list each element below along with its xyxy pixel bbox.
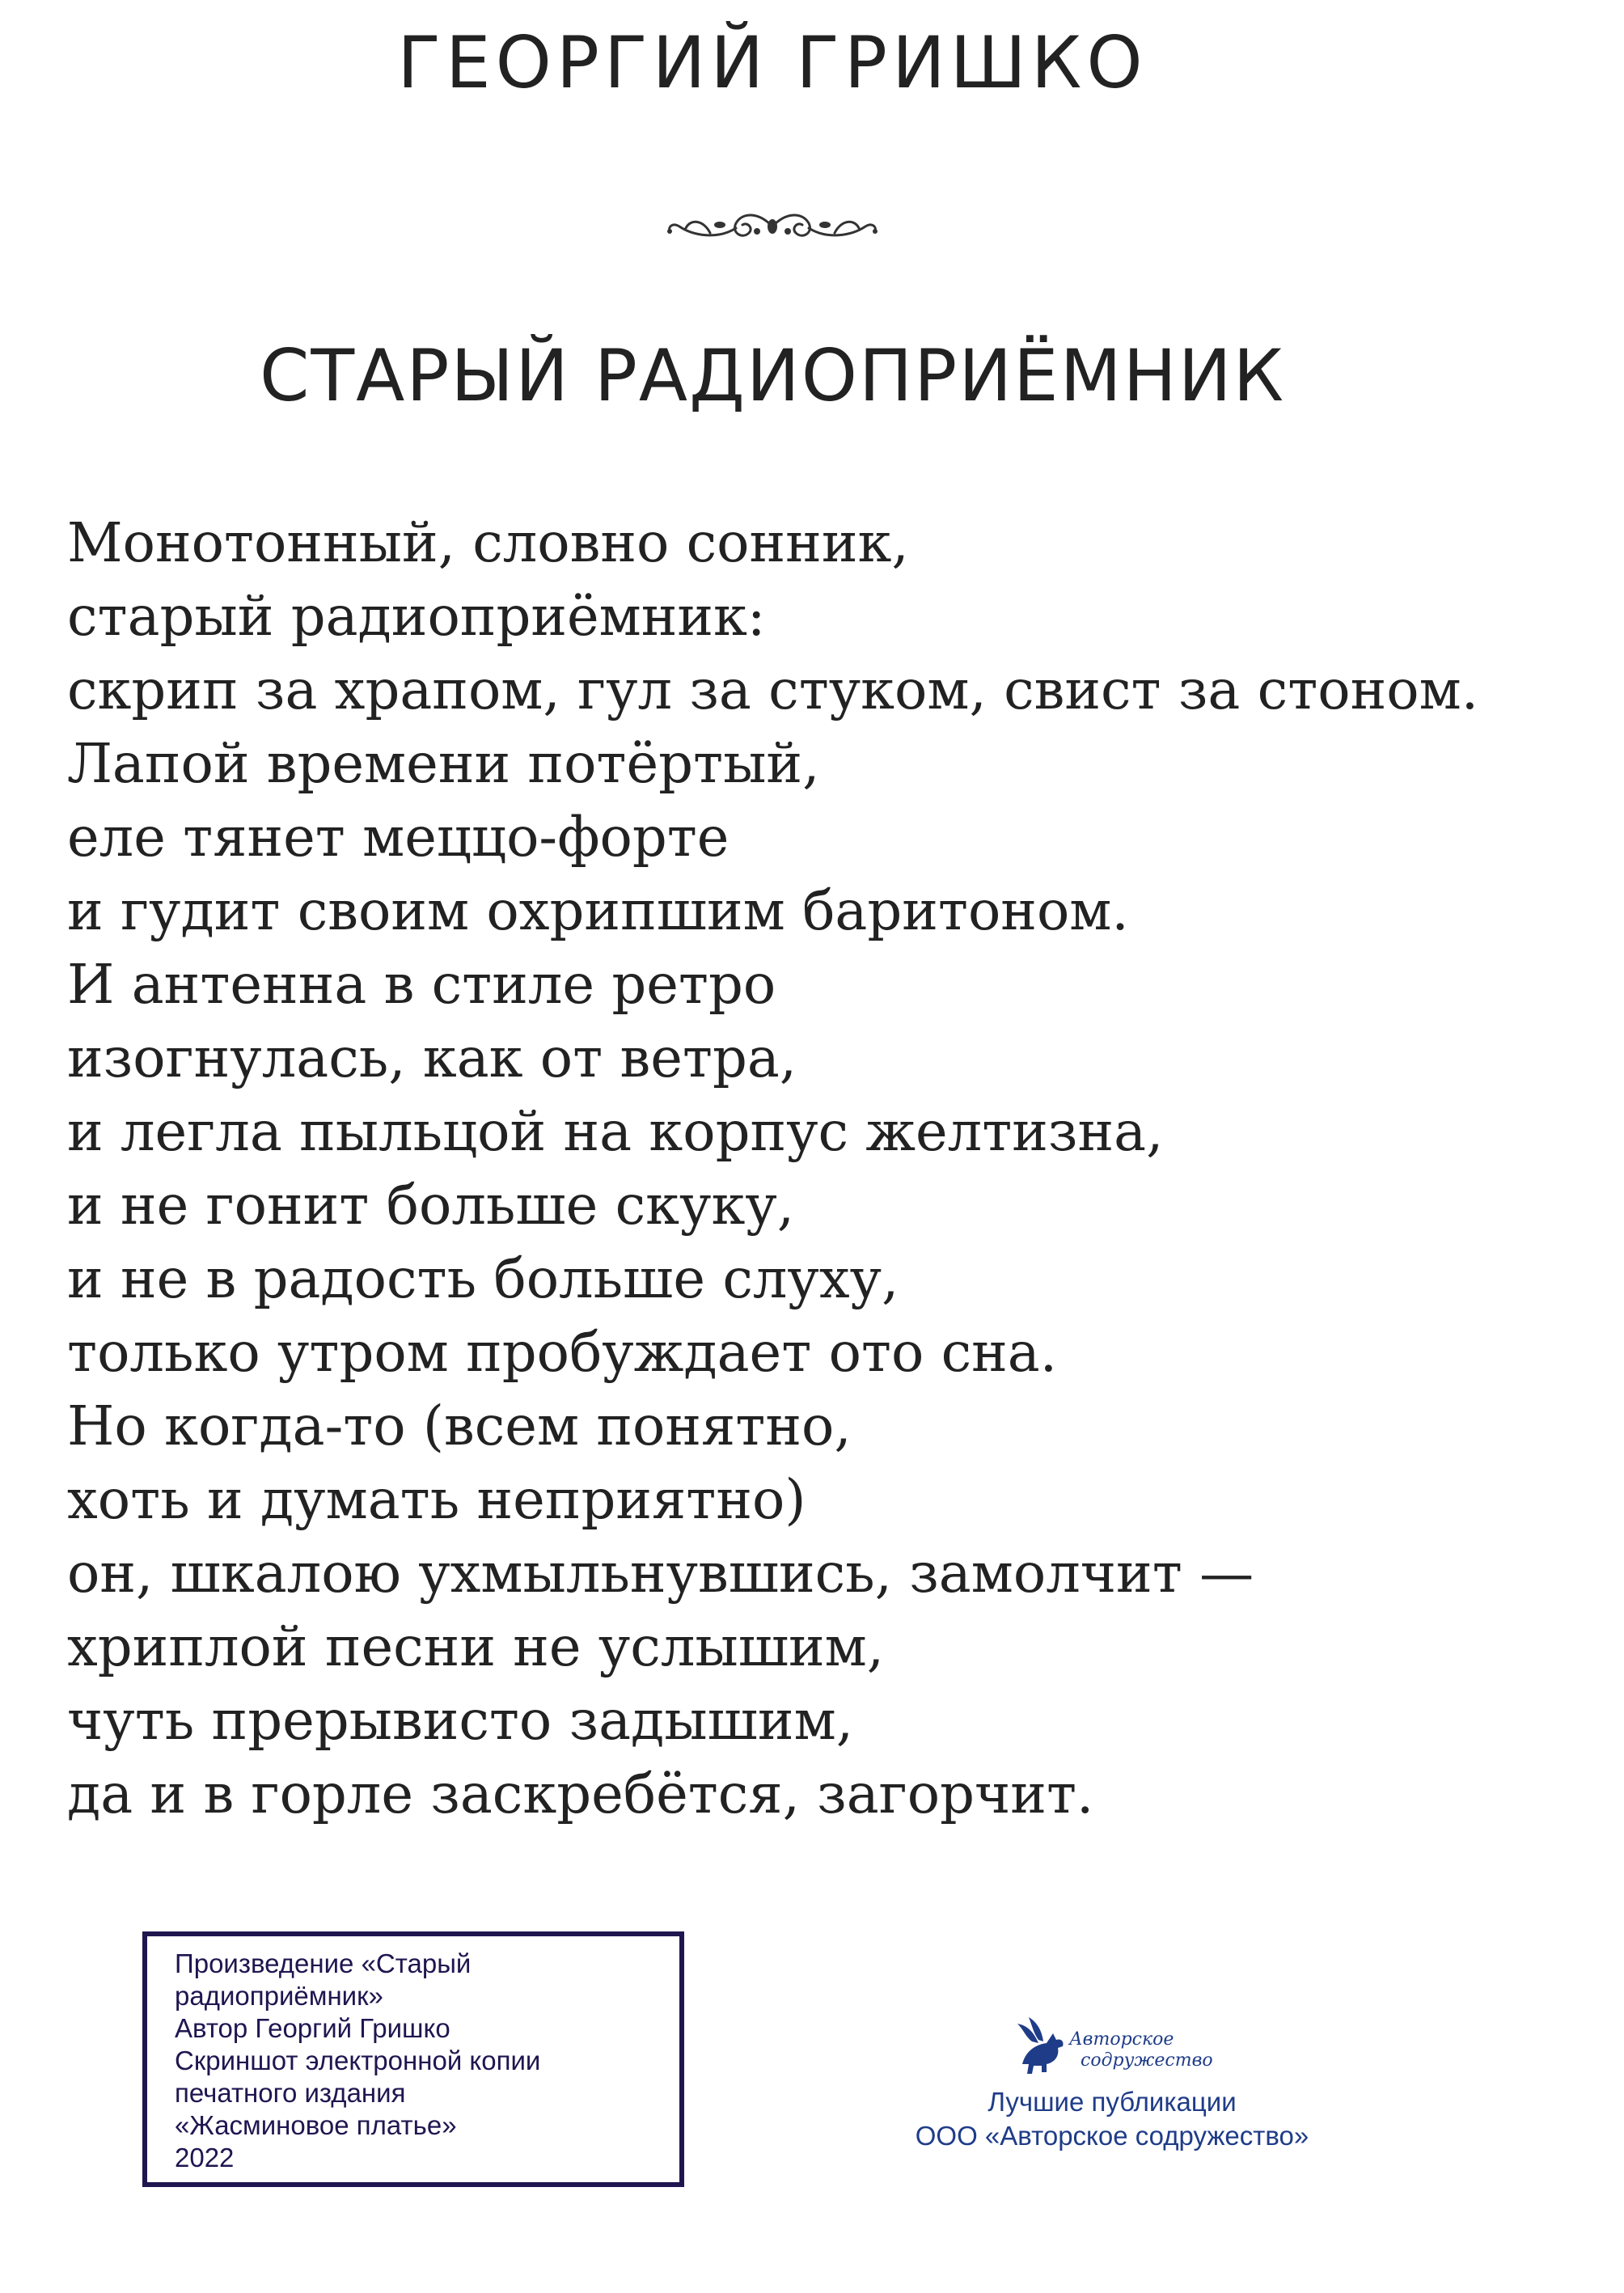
poem-line: хоть и думать неприятно) bbox=[67, 1468, 806, 1531]
poem-line: Монотонный, словно сонник, bbox=[67, 511, 909, 574]
publisher-name: ООО «Авторское содружество» bbox=[915, 2121, 1309, 2151]
poem-line: Лапой времени потёртый, bbox=[67, 732, 820, 795]
info-line: радиоприёмник» bbox=[175, 1981, 383, 2011]
poem-line: И антенна в стиле ретро bbox=[67, 953, 776, 1016]
publisher-tagline: Лучшие публикации bbox=[988, 2087, 1237, 2117]
poem-line: и не гонит больше скуку, bbox=[67, 1174, 795, 1237]
info-line: Автор Георгий Гришко bbox=[175, 2013, 450, 2043]
logo-text-line2: содружество bbox=[1081, 2050, 1213, 2071]
poem-line: да и в горле заскребётся, загорчит. bbox=[67, 1762, 1094, 1826]
poem-line: он, шкалою ухмыльнувшись, замолчит — bbox=[67, 1542, 1254, 1605]
poem-line: скрип за храпом, гул за стуком, свист за стоном. bbox=[67, 658, 1479, 721]
logo-text-line1: Авторское bbox=[1069, 2029, 1174, 2050]
poem-title: СТАРЫЙ РАДИОПРИЁМНИК bbox=[259, 334, 1286, 417]
poem-line: и гудит своим охрипшим баритоном. bbox=[67, 879, 1129, 942]
poem-line: и легла пыльцой на корпус желтизна, bbox=[67, 1100, 1164, 1163]
poem-line: Но когда-то (всем понятно, bbox=[67, 1394, 852, 1457]
poem-line: хриплой песни не услышим, bbox=[67, 1615, 885, 1678]
info-line: Произведение «Старый bbox=[175, 1948, 472, 1978]
author-name: ГЕОРГИЙ ГРИШКО bbox=[397, 21, 1148, 104]
poem-line: изогнулась, как от ветра, bbox=[67, 1026, 797, 1089]
poem-line: чуть прерывисто задышим, bbox=[67, 1689, 853, 1752]
info-line: печатного издания bbox=[175, 2078, 406, 2108]
poem-line: старый радиоприёмник: bbox=[67, 585, 766, 648]
info-line: Скриншот электронной копии bbox=[175, 2046, 541, 2075]
publication-info-box bbox=[142, 1931, 684, 2187]
poem-line: и не в радость больше слуху, bbox=[67, 1247, 899, 1310]
publisher-block bbox=[882, 2016, 1343, 2153]
poem-line: только утром пробуждает ото сна. bbox=[67, 1321, 1058, 1384]
poem-line: еле тянет меццо-форте bbox=[67, 806, 730, 869]
info-line: 2022 bbox=[175, 2143, 235, 2172]
poem-text bbox=[67, 506, 1588, 1831]
pegasus-logo-icon bbox=[1011, 2016, 1213, 2082]
info-line: «Жасминовое платье» bbox=[175, 2110, 457, 2140]
flourish-divider-icon bbox=[662, 196, 883, 257]
